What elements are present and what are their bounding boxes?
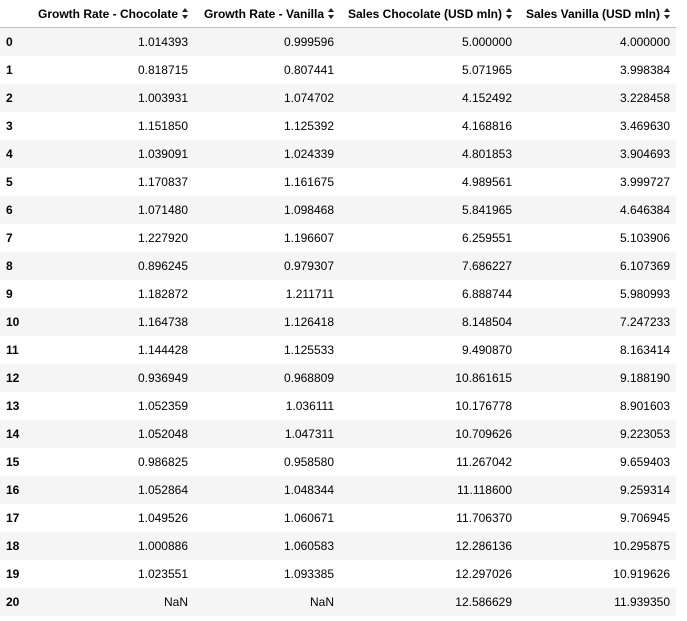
column-header-label: Sales Vanilla (USD mln) [525, 6, 660, 21]
cell-sales-vanilla: 6.107369 [619, 258, 670, 273]
cell-growth-chocolate: 0.818715 [137, 62, 188, 77]
row-index: 10 [6, 314, 20, 329]
cell-growth-vanilla: 0.999596 [283, 34, 334, 49]
cell-sales-chocolate: 11.706370 [456, 510, 512, 525]
table-row [0, 196, 676, 224]
cell-sales-vanilla: 9.659403 [619, 454, 670, 469]
cell-sales-chocolate: 4.152492 [461, 90, 512, 105]
cell-growth-chocolate: 0.936949 [137, 370, 188, 385]
column-header-sales-chocolate[interactable] [340, 0, 518, 28]
cell-sales-chocolate: 4.168816 [461, 118, 512, 133]
table-row [0, 308, 676, 336]
cell-sales-vanilla: 9.188190 [619, 370, 670, 385]
column-header-growth-chocolate[interactable] [26, 0, 194, 28]
cell-sales-vanilla: 5.103906 [619, 230, 670, 245]
cell-growth-vanilla: 1.125392 [283, 118, 334, 133]
table-row [0, 56, 676, 84]
row-index: 12 [6, 370, 20, 385]
table-row [0, 560, 676, 588]
cell-sales-vanilla: 3.998384 [619, 62, 670, 77]
table-row [0, 140, 676, 168]
cell-sales-vanilla: 7.247233 [619, 314, 670, 329]
row-index: 1 [6, 62, 13, 77]
sort-arrows-icon[interactable] [506, 8, 513, 19]
cell-sales-chocolate: 6.259551 [461, 230, 512, 245]
cell-sales-chocolate: 12.586629 [455, 594, 512, 609]
table-body [0, 28, 676, 616]
cell-growth-chocolate: 0.896245 [137, 258, 188, 273]
row-index: 7 [6, 230, 13, 245]
row-index: 2 [6, 90, 13, 105]
cell-sales-chocolate: 7.686227 [461, 258, 512, 273]
table-row [0, 112, 676, 140]
row-index: 19 [6, 566, 20, 581]
cell-growth-vanilla: 1.093385 [283, 566, 334, 581]
cell-growth-vanilla: 0.979307 [283, 258, 334, 273]
cell-sales-chocolate: 11.118600 [457, 482, 512, 497]
column-header-sales-vanilla[interactable] [518, 0, 676, 28]
row-index: 18 [6, 538, 20, 553]
table-row [0, 532, 676, 560]
table-row [0, 392, 676, 420]
cell-growth-vanilla: 1.074702 [283, 90, 334, 105]
cell-sales-chocolate: 10.176778 [455, 398, 512, 413]
cell-growth-chocolate: 1.039091 [137, 146, 188, 161]
row-index: 15 [6, 454, 20, 469]
table-row [0, 448, 676, 476]
cell-growth-chocolate: 1.052359 [137, 398, 188, 413]
row-index: 20 [6, 594, 20, 609]
cell-sales-vanilla: 8.901603 [619, 398, 670, 413]
cell-growth-chocolate: 1.052048 [137, 426, 188, 441]
cell-growth-chocolate: 1.003931 [137, 90, 188, 105]
cell-sales-vanilla: 4.646384 [619, 202, 670, 217]
row-index: 0 [6, 34, 13, 49]
cell-sales-vanilla: 3.228458 [619, 90, 670, 105]
cell-growth-vanilla: 1.211711 [285, 286, 334, 301]
cell-growth-vanilla: 1.196607 [283, 230, 334, 245]
cell-sales-chocolate: 4.989561 [461, 174, 512, 189]
cell-sales-chocolate: 4.801853 [461, 146, 512, 161]
cell-sales-vanilla: 3.999727 [619, 174, 670, 189]
cell-sales-vanilla: 9.706945 [619, 510, 670, 525]
cell-growth-vanilla: 1.126418 [283, 314, 334, 329]
cell-sales-chocolate: 12.297026 [455, 566, 512, 581]
cell-sales-vanilla: 10.919626 [613, 566, 670, 581]
row-index: 3 [6, 118, 13, 133]
table-row [0, 252, 676, 280]
sort-arrows-icon[interactable] [328, 8, 335, 19]
table-row [0, 504, 676, 532]
cell-growth-vanilla: 1.060583 [283, 538, 334, 553]
row-index: 17 [6, 510, 20, 525]
cell-growth-vanilla: 1.048344 [283, 482, 334, 497]
cell-growth-vanilla: NaN [309, 594, 334, 609]
cell-sales-vanilla: 9.259314 [619, 482, 670, 497]
cell-growth-vanilla: 1.125533 [283, 342, 334, 357]
cell-growth-chocolate: 1.151850 [137, 118, 188, 133]
column-header-label: Growth Rate - Vanilla [203, 6, 324, 21]
row-index: 5 [6, 174, 13, 189]
cell-sales-chocolate: 10.861615 [455, 370, 512, 385]
cell-sales-vanilla: 9.223053 [619, 426, 670, 441]
cell-sales-chocolate: 8.148504 [461, 314, 512, 329]
cell-sales-vanilla: 4.000000 [619, 34, 670, 49]
cell-growth-vanilla: 1.060671 [283, 510, 334, 525]
column-header-label: Growth Rate - Chocolate [37, 6, 178, 21]
row-index: 14 [6, 426, 20, 441]
header-row [0, 0, 676, 28]
cell-sales-chocolate: 10.709626 [455, 426, 512, 441]
cell-sales-chocolate: 5.071965 [461, 62, 512, 77]
table-row [0, 224, 676, 252]
table-row [0, 336, 676, 364]
cell-growth-chocolate: 1.170837 [137, 174, 188, 189]
table-row [0, 476, 676, 504]
cell-sales-chocolate: 5.841965 [461, 202, 512, 217]
row-index: 6 [6, 202, 13, 217]
table-row [0, 28, 676, 56]
cell-growth-vanilla: 0.807441 [283, 62, 334, 77]
table-row [0, 280, 676, 308]
cell-growth-vanilla: 1.036111 [285, 398, 334, 413]
table-row [0, 364, 676, 392]
cell-growth-chocolate: 1.144428 [137, 342, 188, 357]
cell-growth-chocolate: 1.052864 [137, 482, 188, 497]
row-index: 11 [6, 342, 19, 357]
cell-growth-chocolate: 1.071480 [137, 202, 188, 217]
cell-growth-vanilla: 1.098468 [283, 202, 334, 217]
cell-growth-chocolate: 1.182872 [137, 286, 188, 301]
column-header-label: Sales Chocolate (USD mln) [347, 6, 502, 21]
cell-growth-chocolate: NaN [163, 594, 188, 609]
cell-growth-chocolate: 0.986825 [137, 454, 188, 469]
cell-growth-chocolate: 1.227920 [137, 230, 188, 245]
cell-growth-chocolate: 1.000886 [137, 538, 188, 553]
cell-growth-chocolate: 1.014393 [137, 34, 188, 49]
table-header [0, 0, 676, 28]
row-index: 16 [6, 482, 20, 497]
sort-arrows-icon[interactable] [664, 8, 671, 19]
cell-sales-vanilla: 10.295875 [613, 538, 670, 553]
cell-sales-vanilla: 3.469630 [619, 118, 670, 133]
cell-sales-chocolate: 6.888744 [461, 286, 512, 301]
cell-growth-chocolate: 1.049526 [137, 510, 188, 525]
table-row [0, 84, 676, 112]
column-header-growth-vanilla[interactable] [194, 0, 340, 28]
cell-growth-chocolate: 1.023551 [137, 566, 188, 581]
table-row [0, 420, 676, 448]
cell-sales-vanilla: 5.980993 [619, 286, 670, 301]
cell-sales-vanilla: 3.904693 [619, 146, 670, 161]
cell-sales-chocolate: 9.490870 [461, 342, 512, 357]
sort-arrows-icon[interactable] [182, 8, 189, 19]
cell-growth-vanilla: 1.047311 [284, 426, 334, 441]
table-row [0, 168, 676, 196]
cell-sales-vanilla: 11.939350 [614, 594, 670, 609]
row-index: 4 [6, 146, 13, 161]
cell-sales-vanilla: 8.163414 [619, 342, 670, 357]
table-row [0, 588, 676, 616]
index-column-header [0, 0, 26, 28]
cell-sales-chocolate: 11.267042 [456, 454, 512, 469]
row-index: 9 [6, 286, 13, 301]
row-index: 13 [6, 398, 20, 413]
cell-growth-chocolate: 1.164738 [137, 314, 188, 329]
cell-growth-vanilla: 0.958580 [283, 454, 334, 469]
cell-sales-chocolate: 12.286136 [455, 538, 512, 553]
cell-growth-vanilla: 0.968809 [283, 370, 334, 385]
row-index: 8 [6, 258, 13, 273]
cell-growth-vanilla: 1.024339 [283, 146, 334, 161]
cell-growth-vanilla: 1.161675 [283, 174, 334, 189]
cell-sales-chocolate: 5.000000 [461, 34, 512, 49]
